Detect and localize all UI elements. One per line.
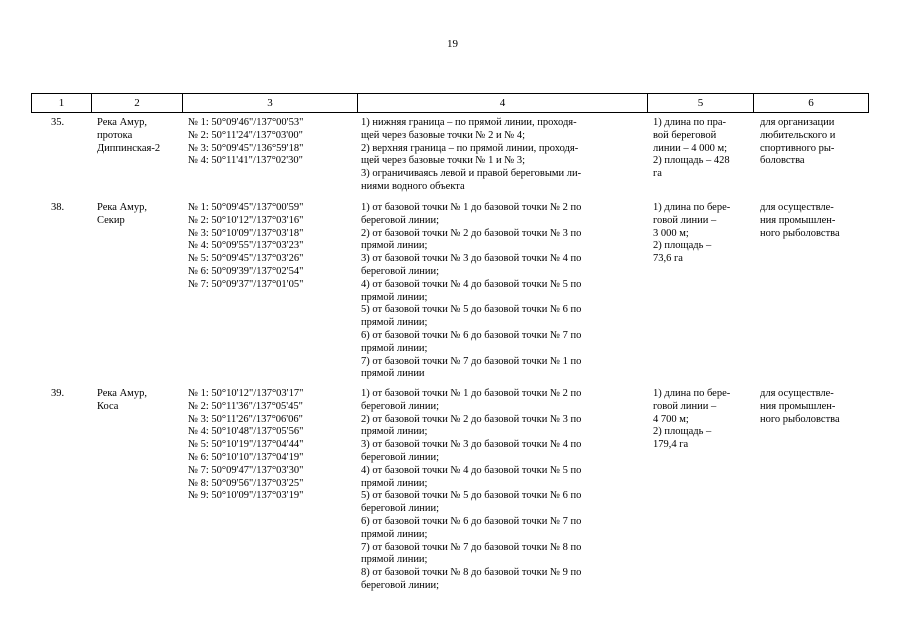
base-point-coordinates-line: № 3: 50°10'09"/137°03'18" <box>188 227 304 239</box>
column-header-4: 4 <box>358 94 648 113</box>
boundary-description-line: 1) от базовой точки № 1 до базовой точки № 2 по <box>361 388 582 399</box>
row-number-cell <box>51 388 64 401</box>
water-body-name-line: Река Амур, <box>97 202 147 213</box>
water-body-name-cell <box>97 117 160 155</box>
boundary-description-line: береговой линии; <box>361 265 440 277</box>
area-size-cell <box>653 117 730 181</box>
boundary-description-line: ниями водного объекта <box>361 180 465 192</box>
boundary-description-line: 7) от базовой точки № 7 до базовой точки № 1 по <box>361 355 582 367</box>
base-point-coordinates-line: № 4: 50°09'55"/137°03'23" <box>188 240 304 252</box>
base-point-coordinates-line: № 2: 50°10'12"/137°03'16" <box>188 214 304 226</box>
boundary-description-line: прямой линии; <box>361 477 428 489</box>
column-header-6: 6 <box>754 94 869 113</box>
base-point-coordinates-cell <box>188 202 303 292</box>
area-size-line: 1) длина по бере- <box>653 388 731 399</box>
boundary-description-line: прямой линии; <box>361 426 428 438</box>
boundary-description-line: прямой линии; <box>361 528 428 540</box>
base-point-coordinates-line: № 6: 50°10'10"/137°04'19" <box>188 451 304 463</box>
boundary-description-line: прямой линии; <box>361 240 428 252</box>
row-number-line: 38. <box>51 202 65 213</box>
column-header-row <box>32 94 869 113</box>
boundary-description-line: 5) от базовой точки № 5 до базовой точки № 6 по <box>361 490 582 502</box>
column-header-2: 2 <box>92 94 183 113</box>
row-number-line: 39. <box>51 388 65 399</box>
boundary-description-line: 8) от базовой точки № 8 до базовой точки № 9 по <box>361 567 582 579</box>
purpose-cell <box>760 117 835 168</box>
boundary-description-line: 4) от базовой точки № 4 до базовой точки № 5 по <box>361 278 582 290</box>
area-size-line: 3 000 м; <box>653 227 689 239</box>
area-size-line: 2) площадь – 428 <box>653 155 730 167</box>
area-size-line: 1) длина по пра- <box>653 117 726 128</box>
purpose-line: любительского и <box>760 129 836 141</box>
purpose-line: для осуществле- <box>760 202 834 213</box>
water-body-name-line: Коса <box>97 400 119 412</box>
boundary-description-line: 1) нижняя граница – по прямой линии, проходя- <box>361 117 577 128</box>
area-size-line: говой линии – <box>653 214 717 226</box>
boundary-description-line: 5) от базовой точки № 5 до базовой точки № 6 по <box>361 304 582 316</box>
base-point-coordinates-line: № 7: 50°09'37"/137°01'05" <box>188 278 304 290</box>
purpose-line: ного рыболовства <box>760 413 840 425</box>
base-point-coordinates-cell <box>188 388 303 503</box>
purpose-line: ния промышлен- <box>760 400 836 412</box>
boundary-description-line: 6) от базовой точки № 6 до базовой точки № 7 по <box>361 329 582 341</box>
water-body-name-line: Диппинская-2 <box>97 142 161 154</box>
purpose-line: ния промышлен- <box>760 214 836 226</box>
area-size-cell <box>653 388 730 452</box>
area-size-line: вой береговой <box>653 129 717 141</box>
area-size-line: линии – 4 000 м; <box>653 142 728 154</box>
column-header-5: 5 <box>648 94 754 113</box>
boundary-description-line: береговой линии; <box>361 451 440 463</box>
base-point-coordinates-line: № 1: 50°10'12"/137°03'17" <box>188 388 304 399</box>
water-body-name-cell <box>97 388 147 414</box>
base-point-coordinates-line: № 3: 50°09'45"/136°59'18" <box>188 142 304 154</box>
boundary-description-line: щей через базовые точки № 1 и № 3; <box>361 155 526 167</box>
purpose-line: для осуществле- <box>760 388 834 399</box>
area-size-line: говой линии – <box>653 400 717 412</box>
column-header-1: 1 <box>32 94 92 113</box>
boundary-description-line: 6) от базовой точки № 6 до базовой точки № 7 по <box>361 515 582 527</box>
purpose-cell <box>760 388 840 426</box>
row-number-line: 35. <box>51 117 65 128</box>
base-point-coordinates-line: № 7: 50°09'47"/137°03'30" <box>188 464 304 476</box>
water-body-name-line: протока <box>97 129 133 141</box>
area-size-cell <box>653 202 730 266</box>
boundary-description-cell <box>361 202 581 381</box>
area-size-line: 2) площадь – <box>653 240 712 252</box>
base-point-coordinates-line: № 5: 50°10'19"/137°04'44" <box>188 439 304 451</box>
base-point-coordinates-line: № 1: 50°09'46"/137°00'53" <box>188 117 304 128</box>
boundary-description-cell <box>361 117 581 194</box>
column-header-3: 3 <box>183 94 358 113</box>
base-point-coordinates-line: № 9: 50°10'09"/137°03'19" <box>188 490 304 502</box>
boundary-description-line: береговой линии; <box>361 400 440 412</box>
base-point-coordinates-line: № 3: 50°11'26"/137°06'06" <box>188 413 303 425</box>
boundary-description-line: 1) от базовой точки № 1 до базовой точки № 2 по <box>361 202 582 213</box>
base-point-coordinates-line: № 4: 50°10'48"/137°05'56" <box>188 426 304 438</box>
boundary-description-line: прямой линии; <box>361 317 428 329</box>
area-size-line: 179,4 га <box>653 439 689 451</box>
boundary-description-line: 4) от базовой точки № 4 до базовой точки № 5 по <box>361 464 582 476</box>
area-size-line: 4 700 м; <box>653 413 689 425</box>
purpose-line: для организации <box>760 117 835 128</box>
area-size-line: 2) площадь – <box>653 426 712 438</box>
boundary-description-line: береговой линии; <box>361 579 440 591</box>
base-point-coordinates-cell <box>188 117 303 168</box>
page-number: 19 <box>447 38 458 50</box>
column-header-table <box>31 93 869 113</box>
area-size-line: 1) длина по бере- <box>653 202 731 213</box>
boundary-description-line: 2) от базовой точки № 2 до базовой точки № 3 по <box>361 227 582 239</box>
base-point-coordinates-line: № 6: 50°09'39"/137°02'54" <box>188 265 304 277</box>
water-body-name-line: Река Амур, <box>97 117 147 128</box>
base-point-coordinates-line: № 8: 50°09'56"/137°03'25" <box>188 477 304 489</box>
boundary-description-line: прямой линии; <box>361 291 428 303</box>
boundary-description-line: 3) от базовой точки № 3 до базовой точки № 4 по <box>361 439 582 451</box>
water-body-name-line: Секир <box>97 214 125 226</box>
boundary-description-line: 2) верхняя граница – по прямой линии, проходя- <box>361 142 579 154</box>
area-size-line: 73,6 га <box>653 253 683 265</box>
boundary-description-line: береговой линии; <box>361 214 440 226</box>
water-body-name-line: Река Амур, <box>97 388 147 399</box>
base-point-coordinates-line: № 5: 50°09'45"/137°03'26" <box>188 253 304 265</box>
boundary-description-line: береговой линии; <box>361 503 440 515</box>
water-body-name-cell <box>97 202 147 228</box>
purpose-line: спортивного ры- <box>760 142 835 154</box>
base-point-coordinates-line: № 2: 50°11'36"/137°05'45" <box>188 400 303 412</box>
purpose-line: боловства <box>760 155 805 167</box>
boundary-description-line: 3) ограничиваясь левой и правой береговыми ли- <box>361 168 582 180</box>
purpose-line: ного рыболовства <box>760 227 840 239</box>
boundary-description-cell <box>361 388 581 593</box>
boundary-description-line: прямой линии; <box>361 554 428 566</box>
base-point-coordinates-line: № 1: 50°09'45"/137°00'59" <box>188 202 304 213</box>
boundary-description-line: прямой линии <box>361 368 425 380</box>
boundary-description-line: щей через базовые точки № 2 и № 4; <box>361 129 526 141</box>
base-point-coordinates-line: № 2: 50°11'24"/137°03'00" <box>188 129 303 141</box>
boundary-description-line: 7) от базовой точки № 7 до базовой точки № 8 по <box>361 541 582 553</box>
purpose-cell <box>760 202 840 240</box>
row-number-cell <box>51 117 64 130</box>
boundary-description-line: 3) от базовой точки № 3 до базовой точки № 4 по <box>361 253 582 265</box>
boundary-description-line: прямой линии; <box>361 342 428 354</box>
area-size-line: га <box>653 168 662 180</box>
base-point-coordinates-line: № 4: 50°11'41"/137°02'30" <box>188 155 303 167</box>
boundary-description-line: 2) от базовой точки № 2 до базовой точки № 3 по <box>361 413 582 425</box>
row-number-cell <box>51 202 64 215</box>
